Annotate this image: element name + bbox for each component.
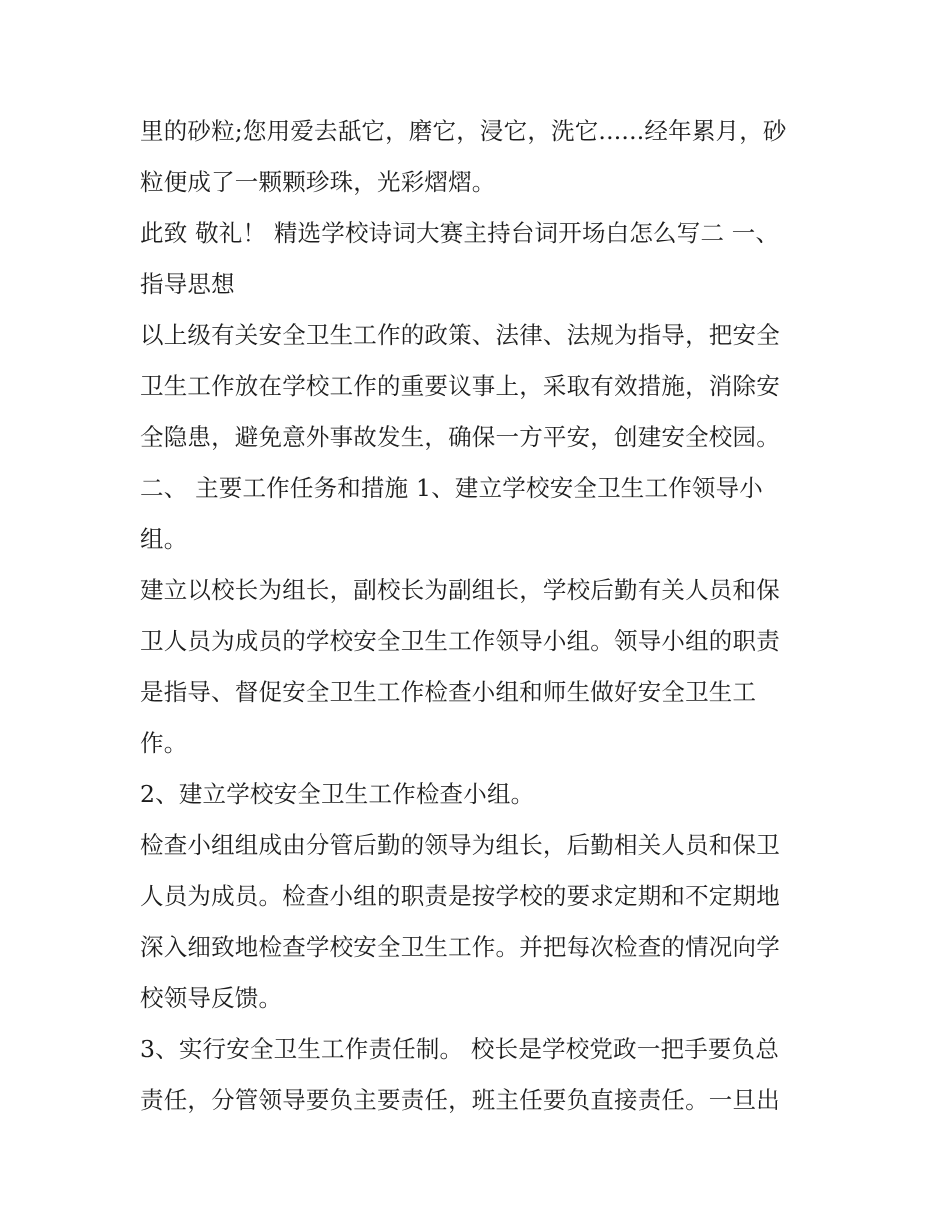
text-line: 深入细致地检查学校安全卫生工作。并把每次检查的情况向学 bbox=[140, 933, 780, 961]
text-line: 全隐患，避免意外事故发生，确保一方平安，创建安全校园。 bbox=[140, 423, 780, 451]
text-line: 责任，分管领导要负主要责任，班主任要负直接责任。一旦出 bbox=[140, 1086, 780, 1114]
text-line: 二、 主要工作任务和措施 1、建立学校安全卫生工作领导小 bbox=[140, 474, 763, 502]
text-line: 卫生工作放在学校工作的重要议事上，采取有效措施，消除安 bbox=[140, 372, 780, 400]
text-line: 是指导、督促安全卫生工作检查小组和师生做好安全卫生工 bbox=[140, 678, 757, 706]
text-line: 检查小组组成由分管后勤的领导为组长，后勤相关人员和保卫 bbox=[140, 831, 780, 859]
text-line: 人员为成员。检查小组的职责是按学校的要求定期和不定期地 bbox=[140, 882, 780, 910]
text-line: 里的砂粒;您用爱去舐它，磨它，浸它，洗它......经年累月，砂 bbox=[140, 117, 787, 145]
text-line: 粒便成了一颗颗珍珠，光彩熠熠。 bbox=[140, 168, 496, 196]
text-line: 指导思想 bbox=[140, 270, 235, 298]
text-line: 以上级有关安全卫生工作的政策、法律、法规为指导，把安全 bbox=[140, 321, 780, 349]
text-line: 此致 敬礼！ 精选学校诗词大赛主持台词开场白怎么写二 一、 bbox=[140, 219, 780, 247]
text-line: 建立以校长为组长，副校长为副组长，学校后勤有关人员和保 bbox=[140, 576, 780, 604]
text-line: 校领导反馈。 bbox=[140, 984, 283, 1012]
text-line: 作。 bbox=[140, 729, 188, 757]
document-body bbox=[140, 106, 820, 1126]
text-line: 3、实行安全卫生工作责任制。 校长是学校党政一把手要负总 bbox=[140, 1035, 780, 1063]
text-line: 卫人员为成员的学校安全卫生工作领导小组。领导小组的职责 bbox=[140, 627, 780, 655]
text-line: 组。 bbox=[140, 525, 188, 553]
text-line: 2、建立学校安全卫生工作检查小组。 bbox=[140, 780, 535, 808]
